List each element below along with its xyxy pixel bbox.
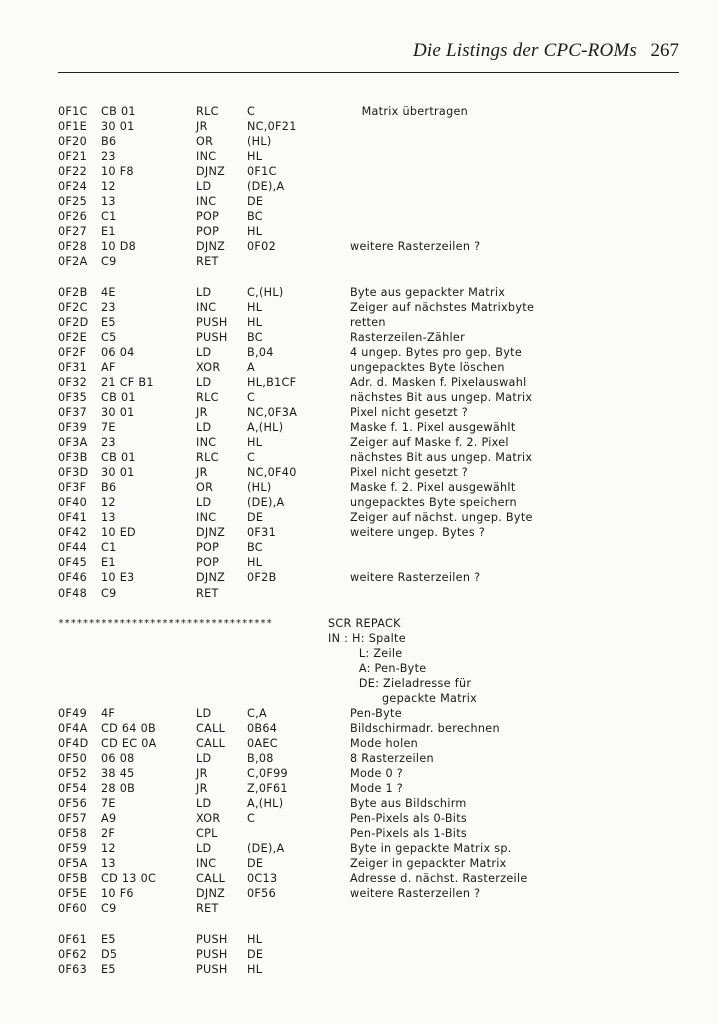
listing-row xyxy=(58,360,679,375)
address: 0F54 xyxy=(58,782,87,796)
listing-row xyxy=(58,586,679,601)
opcode-bytes: AF xyxy=(101,360,116,374)
address: 0F40 xyxy=(58,496,87,510)
listing-row xyxy=(58,676,679,691)
address: 0F5A xyxy=(58,857,88,871)
comment: Zeiger in gepackter Matrix xyxy=(350,857,507,871)
opcode-bytes: E1 xyxy=(101,556,116,570)
routine-header: L: Zeile xyxy=(328,646,403,660)
listing-row xyxy=(58,570,679,585)
listing-row xyxy=(58,721,679,736)
mnemonic: LD xyxy=(196,706,212,720)
comment: Maske f. 1. Pixel ausgewählt xyxy=(350,420,516,434)
comment: retten xyxy=(350,315,386,329)
operand: HL xyxy=(247,150,263,164)
mnemonic: DJNZ xyxy=(196,887,226,901)
operand: NC,0F21 xyxy=(247,120,297,134)
address: 0F24 xyxy=(58,180,87,194)
mnemonic: INC xyxy=(196,195,217,209)
mnemonic: XOR xyxy=(196,360,221,374)
opcode-bytes: 30 01 xyxy=(101,120,135,134)
routine-header: SCR REPACK xyxy=(328,616,401,630)
address: 0F42 xyxy=(58,526,87,540)
opcode-bytes: 12 xyxy=(101,180,116,194)
address: 0F2B xyxy=(58,285,88,299)
address: 0F26 xyxy=(58,210,87,224)
operand: 0F31 xyxy=(247,526,276,540)
address: 0F2C xyxy=(58,300,88,314)
listing-row xyxy=(58,540,679,555)
opcode-bytes: CD 64 0B xyxy=(101,721,156,735)
listing-row xyxy=(58,330,679,345)
listing-row xyxy=(58,736,679,751)
mnemonic: INC xyxy=(196,436,217,450)
address: 0F48 xyxy=(58,586,87,600)
address: 0F27 xyxy=(58,225,87,239)
listing-row xyxy=(58,932,679,947)
address: 0F32 xyxy=(58,375,87,389)
operand: A xyxy=(247,360,255,374)
mnemonic: JR xyxy=(196,782,208,796)
mnemonic: RLC xyxy=(196,451,219,465)
address: 0F56 xyxy=(58,797,87,811)
listing-row xyxy=(58,390,679,405)
address: 0F59 xyxy=(58,842,87,856)
address: 0F46 xyxy=(58,571,87,585)
listing-row xyxy=(58,631,679,646)
opcode-bytes: C1 xyxy=(101,541,117,555)
opcode-bytes: CD 13 0C xyxy=(101,872,157,886)
comment: nächstes Bit aus ungep. Matrix xyxy=(350,390,533,404)
listing-row xyxy=(58,901,679,916)
operand: HL xyxy=(247,300,263,314)
operand: 0AEC xyxy=(247,736,278,750)
listing-row xyxy=(58,345,679,360)
operand: HL xyxy=(247,556,263,570)
comment: Rasterzeilen-Zähler xyxy=(350,330,465,344)
mnemonic: RLC xyxy=(196,390,219,404)
address: 0F2D xyxy=(58,315,89,329)
comment: Zeiger auf Maske f. 2. Pixel xyxy=(350,436,509,450)
operand: 0F1C xyxy=(247,165,277,179)
address: 0F44 xyxy=(58,541,87,555)
mnemonic: PUSH xyxy=(196,330,228,344)
mnemonic: LD xyxy=(196,842,212,856)
comment: weitere Rasterzeilen ? xyxy=(350,571,481,585)
listing-row xyxy=(58,119,679,134)
comment: Adresse d. nächst. Rasterzeile xyxy=(350,872,528,886)
opcode-bytes: 23 xyxy=(101,300,116,314)
opcode-bytes: E5 xyxy=(101,962,116,976)
operand: DE xyxy=(247,947,264,961)
opcode-bytes: C9 xyxy=(101,902,117,916)
mnemonic: POP xyxy=(196,556,220,570)
operand: HL xyxy=(247,962,263,976)
mnemonic: LD xyxy=(196,180,212,194)
mnemonic: CALL xyxy=(196,721,226,735)
opcode-bytes: 23 xyxy=(101,436,116,450)
operand: (HL) xyxy=(247,481,272,495)
address: 0F28 xyxy=(58,240,87,254)
address: 0F37 xyxy=(58,405,87,419)
opcode-bytes: C5 xyxy=(101,330,117,344)
page-title: Die Listings der CPC-ROMs xyxy=(412,40,637,61)
address: 0F5E xyxy=(58,887,87,901)
opcode-bytes: C9 xyxy=(101,255,117,269)
operand: HL xyxy=(247,225,263,239)
listing-row xyxy=(58,646,679,661)
blank-line xyxy=(58,917,679,932)
listing-row xyxy=(58,224,679,239)
operand: DE xyxy=(247,511,264,525)
routine-header: gepackte Matrix xyxy=(328,691,478,705)
address: 0F3D xyxy=(58,466,89,480)
opcode-bytes: 06 08 xyxy=(101,752,135,766)
mnemonic: CALL xyxy=(196,736,226,750)
operand: HL xyxy=(247,315,263,329)
mnemonic: LD xyxy=(196,797,212,811)
comment: Maske f. 2. Pixel ausgewählt xyxy=(350,481,516,495)
operand: HL,B1CF xyxy=(247,375,297,389)
operand: C xyxy=(247,390,256,404)
opcode-bytes: 12 xyxy=(101,842,116,856)
listing-row xyxy=(58,886,679,901)
listing-row xyxy=(58,856,679,871)
operand: BC xyxy=(247,330,263,344)
mnemonic: JR xyxy=(196,120,208,134)
mnemonic: LD xyxy=(196,420,212,434)
listing-row xyxy=(58,495,679,510)
address: 0F58 xyxy=(58,827,87,841)
address: 0F60 xyxy=(58,902,87,916)
address: 0F20 xyxy=(58,135,87,149)
mnemonic: JR xyxy=(196,767,208,781)
opcode-bytes: 10 E3 xyxy=(101,571,135,585)
opcode-bytes: 13 xyxy=(101,511,116,525)
operand: Z,0F61 xyxy=(247,782,288,796)
comment: ungepacktes Byte löschen xyxy=(350,360,505,374)
address: 0F4A xyxy=(58,721,88,735)
address: 0F41 xyxy=(58,511,87,525)
operand: C xyxy=(247,812,256,826)
listing-row xyxy=(58,480,679,495)
opcode-bytes: E1 xyxy=(101,225,116,239)
operand: A,(HL) xyxy=(247,797,284,811)
comment: Mode 0 ? xyxy=(350,767,404,781)
address: 0F3B xyxy=(58,451,88,465)
operand: B,04 xyxy=(247,345,274,359)
address: 0F2F xyxy=(58,345,87,359)
opcode-bytes: 38 45 xyxy=(101,767,135,781)
opcode-bytes: 7E xyxy=(101,797,116,811)
opcode-bytes: 30 01 xyxy=(101,405,135,419)
listing-row xyxy=(58,149,679,164)
comment: nächstes Bit aus ungep. Matrix xyxy=(350,451,533,465)
comment: Byte aus gepackter Matrix xyxy=(350,285,506,299)
opcode-bytes: 13 xyxy=(101,195,116,209)
listing-row xyxy=(58,450,679,465)
operand: 0F2B xyxy=(247,571,277,585)
mnemonic: RLC xyxy=(196,105,219,118)
opcode-bytes: 28 0B xyxy=(101,782,136,796)
address: 0F31 xyxy=(58,360,87,374)
opcode-bytes: C1 xyxy=(101,210,117,224)
opcode-bytes: 21 CF B1 xyxy=(101,375,154,389)
comment: Mode 1 ? xyxy=(350,782,404,796)
opcode-bytes: E5 xyxy=(101,932,116,946)
opcode-bytes: B6 xyxy=(101,135,117,149)
operand: HL xyxy=(247,932,263,946)
comment: Bildschirmadr. berechnen xyxy=(350,721,500,735)
listing-row xyxy=(58,871,679,886)
mnemonic: CPL xyxy=(196,827,218,841)
opcode-bytes: 30 01 xyxy=(101,466,135,480)
address: 0F45 xyxy=(58,556,87,570)
mnemonic: JR xyxy=(196,405,208,419)
address: 0F1C xyxy=(58,105,88,118)
operand: (DE),A xyxy=(247,842,285,856)
address: 0F4D xyxy=(58,736,89,750)
opcode-bytes: 23 xyxy=(101,150,116,164)
mnemonic: RET xyxy=(196,902,219,916)
operand: BC xyxy=(247,210,263,224)
mnemonic: CALL xyxy=(196,872,226,886)
operand: NC,0F3A xyxy=(247,405,298,419)
mnemonic: POP xyxy=(196,225,220,239)
mnemonic: PUSH xyxy=(196,962,228,976)
address: 0F2A xyxy=(58,255,88,269)
assembly-listing xyxy=(58,104,679,977)
opcode-bytes: 06 04 xyxy=(101,345,135,359)
listing-row xyxy=(58,510,679,525)
operand: 0C13 xyxy=(247,872,278,886)
mnemonic: PUSH xyxy=(196,947,228,961)
listing-row xyxy=(58,435,679,450)
operand: HL xyxy=(247,436,263,450)
address: 0F3A xyxy=(58,436,88,450)
listing-row xyxy=(58,811,679,826)
operand: 0F02 xyxy=(247,240,276,254)
mnemonic: RET xyxy=(196,586,219,600)
listing-row xyxy=(58,164,679,179)
mnemonic: DJNZ xyxy=(196,571,226,585)
mnemonic: LD xyxy=(196,375,212,389)
listing-row xyxy=(58,616,679,631)
operand: (DE),A xyxy=(247,496,285,510)
listing-row xyxy=(58,405,679,420)
operand: 0F56 xyxy=(247,887,276,901)
operand: NC,0F40 xyxy=(247,466,297,480)
listing-row xyxy=(58,781,679,796)
separator-stars: *********************************** xyxy=(58,617,273,629)
listing-row xyxy=(58,420,679,435)
blank-line xyxy=(58,601,679,616)
mnemonic: OR xyxy=(196,135,214,149)
mnemonic: JR xyxy=(196,466,208,480)
mnemonic: OR xyxy=(196,481,214,495)
listing-row xyxy=(58,706,679,721)
address: 0F2E xyxy=(58,330,87,344)
opcode-bytes: CB 01 xyxy=(101,390,136,404)
operand: C,(HL) xyxy=(247,285,284,299)
opcode-bytes: CB 01 xyxy=(101,451,136,465)
listing-row xyxy=(58,751,679,766)
listing-row xyxy=(58,525,679,540)
comment: Zeiger auf nächst. ungep. Byte xyxy=(350,511,533,525)
opcode-bytes: 10 D8 xyxy=(101,240,137,254)
mnemonic: PUSH xyxy=(196,315,228,329)
listing-row xyxy=(58,179,679,194)
opcode-bytes: A9 xyxy=(101,812,117,826)
operand: C xyxy=(247,451,256,465)
listing-row xyxy=(58,104,679,119)
address: 0F52 xyxy=(58,767,87,781)
operand: 0B64 xyxy=(247,721,278,735)
comment: weitere Rasterzeilen ? xyxy=(350,887,481,901)
listing-row xyxy=(58,947,679,962)
operand: DE xyxy=(247,857,264,871)
comment: Pen-Byte xyxy=(350,706,402,720)
mnemonic: RET xyxy=(196,255,219,269)
opcode-bytes: D5 xyxy=(101,947,118,961)
comment: Pixel nicht gesetzt ? xyxy=(350,466,468,480)
comment: Pen-Pixels als 1-Bits xyxy=(350,827,468,841)
comment: 4 ungep. Bytes pro gep. Byte xyxy=(350,345,523,359)
address: 0F1E xyxy=(58,120,87,134)
opcode-bytes: B6 xyxy=(101,481,117,495)
listing-row xyxy=(58,962,679,977)
opcode-bytes: 10 F8 xyxy=(101,165,134,179)
listing-row xyxy=(58,766,679,781)
comment: Matrix übertragen xyxy=(350,105,469,118)
listing-row xyxy=(58,194,679,209)
opcode-bytes: 7E xyxy=(101,420,116,434)
mnemonic: DJNZ xyxy=(196,165,226,179)
address: 0F25 xyxy=(58,195,87,209)
opcode-bytes: 2F xyxy=(101,827,116,841)
address: 0F57 xyxy=(58,812,87,826)
mnemonic: XOR xyxy=(196,812,221,826)
opcode-bytes: E5 xyxy=(101,315,116,329)
address: 0F22 xyxy=(58,165,87,179)
opcode-bytes: 4E xyxy=(101,285,116,299)
mnemonic: DJNZ xyxy=(196,240,226,254)
comment: Mode holen xyxy=(350,736,419,750)
opcode-bytes: C9 xyxy=(101,586,117,600)
address: 0F61 xyxy=(58,932,87,946)
address: 0F62 xyxy=(58,947,87,961)
routine-header: A: Pen-Byte xyxy=(328,661,427,675)
mnemonic: LD xyxy=(196,496,212,510)
comment: Adr. d. Masken f. Pixelauswahl xyxy=(350,375,527,389)
listing-row xyxy=(58,661,679,676)
opcode-bytes: 4F xyxy=(101,706,116,720)
address: 0F3F xyxy=(58,481,87,495)
mnemonic: INC xyxy=(196,857,217,871)
comment: weitere ungep. Bytes ? xyxy=(350,526,486,540)
mnemonic: LD xyxy=(196,752,212,766)
listing-row xyxy=(58,315,679,330)
comment: Zeiger auf nächstes Matrixbyte xyxy=(350,300,535,314)
mnemonic: PUSH xyxy=(196,932,228,946)
operand: (HL) xyxy=(247,135,272,149)
operand: A,(HL) xyxy=(247,420,284,434)
comment: Pen-Pixels als 0-Bits xyxy=(350,812,468,826)
listing-row xyxy=(58,796,679,811)
address: 0F21 xyxy=(58,150,87,164)
listing-row xyxy=(58,134,679,149)
opcode-bytes: 12 xyxy=(101,496,116,510)
address: 0F63 xyxy=(58,962,87,976)
listing-row xyxy=(58,555,679,570)
mnemonic: POP xyxy=(196,210,220,224)
address: 0F35 xyxy=(58,390,87,404)
mnemonic: POP xyxy=(196,541,220,555)
operand: C,A xyxy=(247,706,267,720)
blank-line xyxy=(58,270,679,285)
opcode-bytes: CB 01 xyxy=(101,105,136,118)
page-header xyxy=(58,36,679,73)
opcode-bytes: CD EC 0A xyxy=(101,736,157,750)
operand: BC xyxy=(247,541,263,555)
listing-row xyxy=(58,691,679,706)
listing-row xyxy=(58,465,679,480)
operand: C,0F99 xyxy=(247,767,288,781)
listing-row xyxy=(58,826,679,841)
routine-header: IN : H: Spalte xyxy=(328,631,406,645)
opcode-bytes: 10 F6 xyxy=(101,887,134,901)
comment: ungepacktes Byte speichern xyxy=(350,496,517,510)
operand: C xyxy=(247,105,256,118)
listing-row xyxy=(58,375,679,390)
address: 0F49 xyxy=(58,706,87,720)
listing-row xyxy=(58,841,679,856)
comment: Byte in gepackte Matrix sp. xyxy=(350,842,512,856)
listing-row xyxy=(58,300,679,315)
opcode-bytes: 13 xyxy=(101,857,116,871)
mnemonic: LD xyxy=(196,345,212,359)
mnemonic: INC xyxy=(196,300,217,314)
address: 0F39 xyxy=(58,420,87,434)
mnemonic: INC xyxy=(196,511,217,525)
comment: Pixel nicht gesetzt ? xyxy=(350,405,468,419)
comment: weitere Rasterzeilen ? xyxy=(350,240,481,254)
operand: DE xyxy=(247,195,264,209)
comment: Byte aus Bildschirm xyxy=(350,797,467,811)
comment: 8 Rasterzeilen xyxy=(350,752,434,766)
listing-row xyxy=(58,209,679,224)
listing-row xyxy=(58,254,679,269)
operand: (DE),A xyxy=(247,180,285,194)
mnemonic: LD xyxy=(196,285,212,299)
operand: B,08 xyxy=(247,752,274,766)
address: 0F5B xyxy=(58,872,88,886)
mnemonic: INC xyxy=(196,150,217,164)
address: 0F50 xyxy=(58,752,87,766)
listing-row xyxy=(58,285,679,300)
mnemonic: DJNZ xyxy=(196,526,226,540)
routine-header: DE: Zieladresse für xyxy=(328,676,472,690)
opcode-bytes: 10 ED xyxy=(101,526,136,540)
listing-row xyxy=(58,239,679,254)
page-number: 267 xyxy=(650,40,679,61)
